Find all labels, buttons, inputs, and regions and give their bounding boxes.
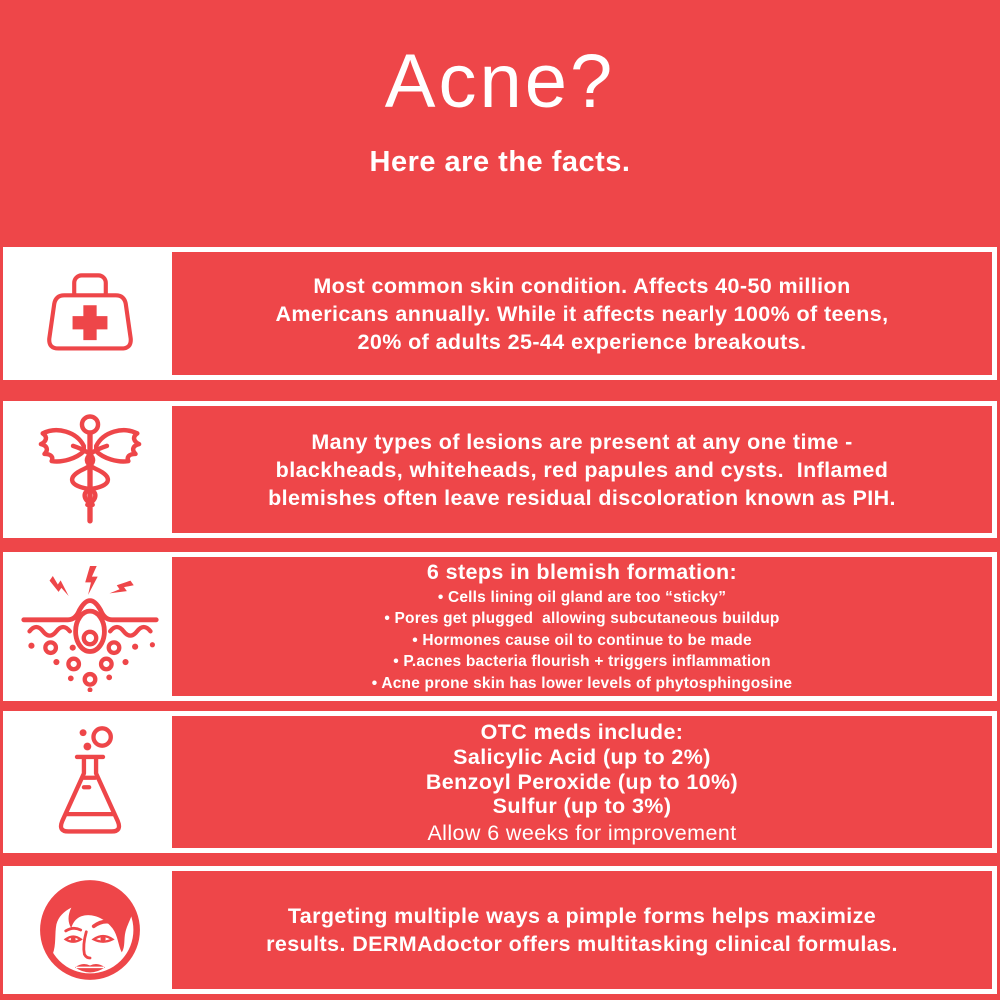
fact-content-prevalence [172,252,992,375]
otc-meds-list: Salicylic Acid (up to 2%) Benzoyl Peroxide (up to 10%) Sulfur (up to 3%) [425,745,739,819]
fact-row-blemish-formation [3,552,997,701]
flask-icon [38,724,142,841]
icon-panel [8,557,172,696]
icon-panel [8,406,172,533]
fact-row-prevalence [3,247,997,380]
icon-panel [8,252,172,375]
caduceus-icon [32,412,148,528]
fact-content-otc-meds [172,716,992,848]
fact-content-blemish-formation [172,557,992,696]
otc-meds-title: OTC meds include: [480,720,684,745]
doctor-bag-icon [36,268,144,360]
fact-row-lesions [3,401,997,538]
otc-meds-note: Allow 6 weeks for improvement [427,820,737,845]
fact-row-otc-meds [3,711,997,853]
fact-content-dermadoctor [172,871,992,989]
fact-row-dermadoctor [3,866,997,994]
fact-text: Most common skin condition. Affects 40-50 million Americans annually. While it affects nearly 100% of teens, 20% of adults 25-44 experience breakouts. [275,273,889,354]
blemish-steps-list: • Cells lining oil gland are too “sticky” • Pores get plugged allowing subcutaneous buildup • Hormones cause oil to continue to be made • P.acnes bacteria flourish + triggers inflammation • Acne prone skin has lower levels of phytosphingosine [371,588,793,692]
blemish-steps-title: 6 steps in blemish formation: [426,559,738,584]
page-title: Acne? [384,39,616,124]
fact-content-lesions [172,406,992,533]
header [0,0,1000,179]
icon-panel [8,716,172,848]
skin-blemish-icon [18,562,162,692]
page-subtitle: Here are the facts. [369,145,631,178]
icon-panel [8,871,172,989]
woman-face-icon [34,874,146,986]
fact-text: Targeting multiple ways a pimple forms helps maximize results. DERMAdoctor offers multitasking clinical formulas. [266,904,898,956]
fact-text: Many types of lesions are present at any one time - blackheads, whiteheads, red papules and cysts. Inflamed blemishes often leave residual discoloration known as PIH. [268,429,896,510]
